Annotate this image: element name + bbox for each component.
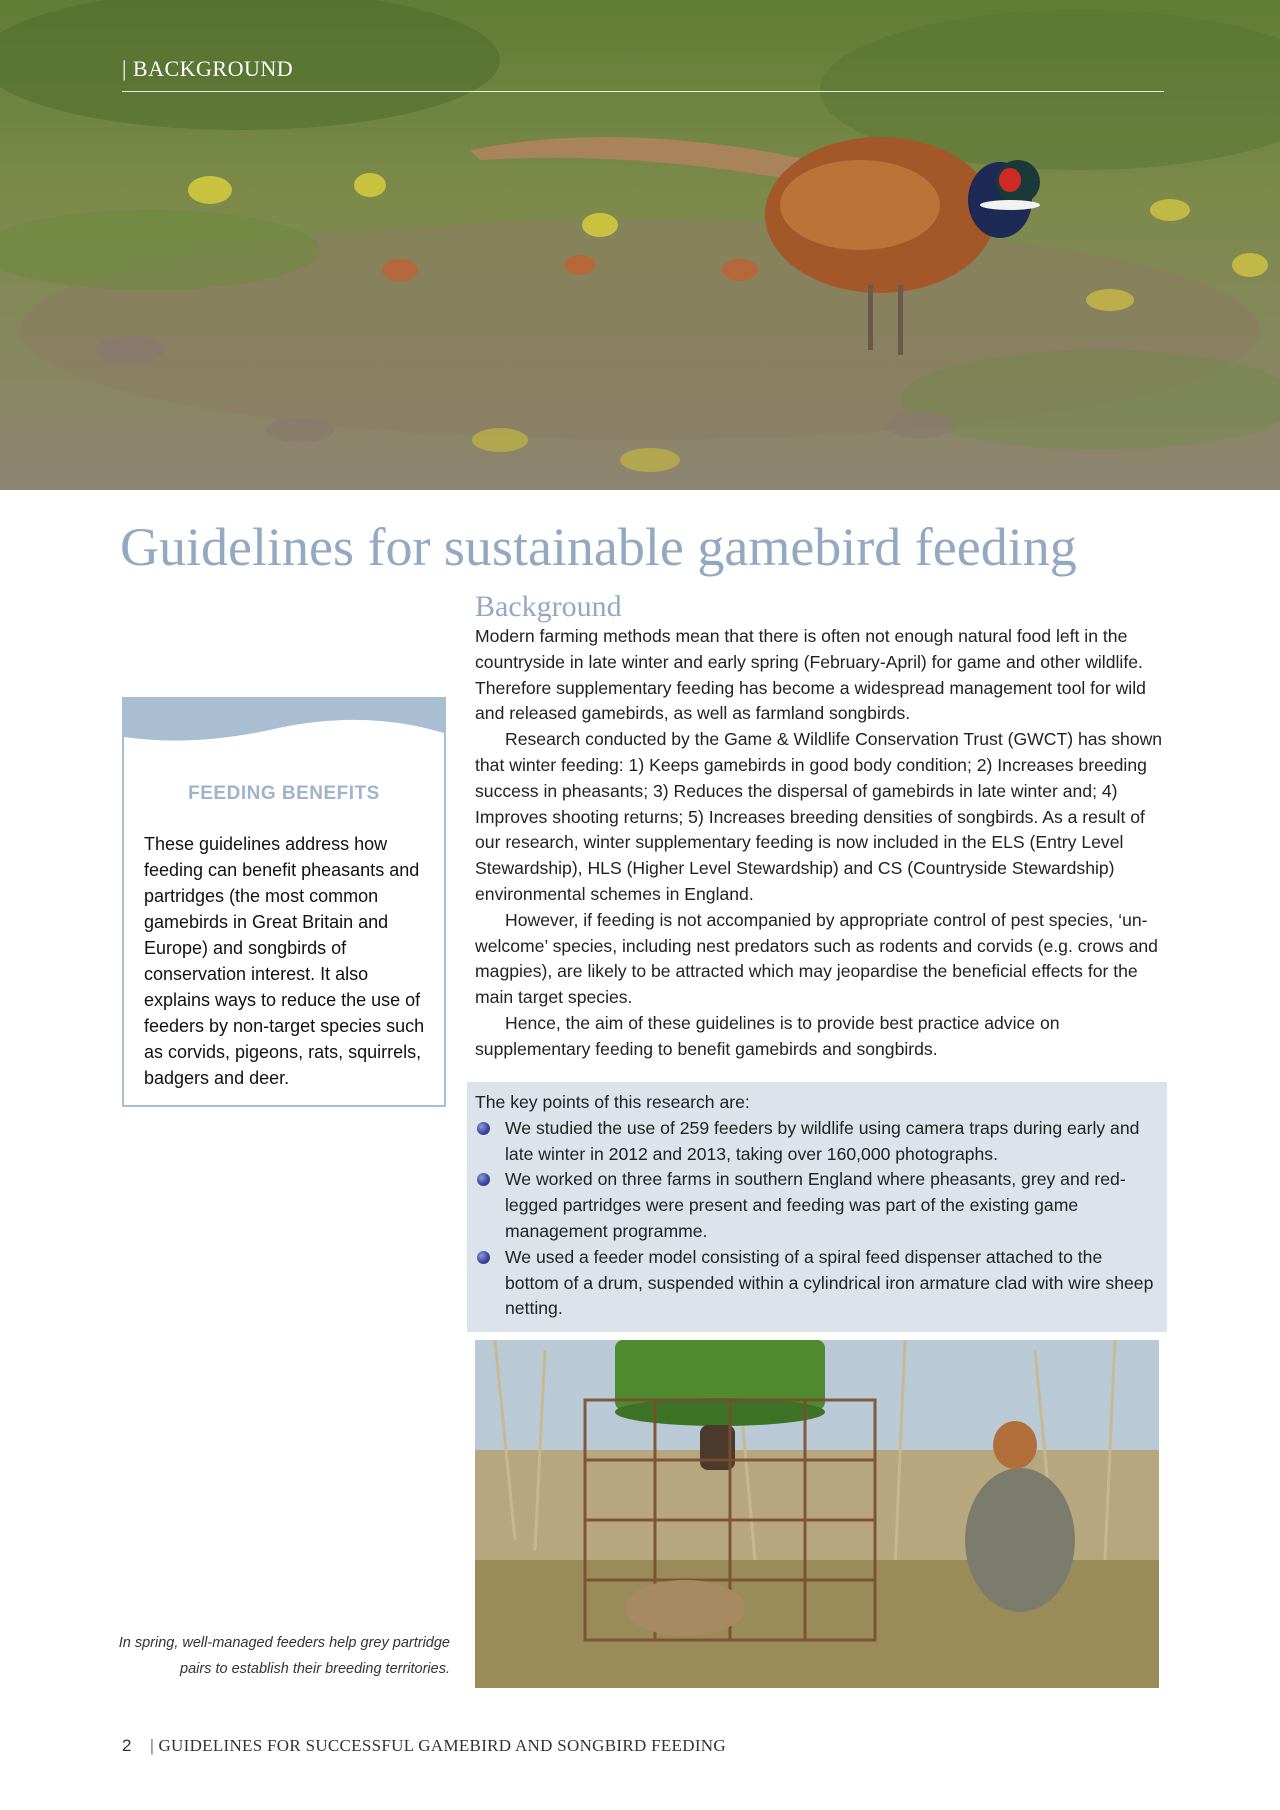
key-points-list xyxy=(475,1116,1157,1322)
bullet-icon xyxy=(477,1122,490,1135)
wave-banner xyxy=(124,699,444,747)
footer-title: | GUIDELINES FOR SUCCESSFUL GAMEBIRD AND SONGBIRD FEEDING xyxy=(150,1736,726,1755)
bullet-icon xyxy=(477,1173,490,1186)
key-point-text: We worked on three farms in southern England where pheasants, grey and red-legged partridges were present and feeding was part of the existing game management programme. xyxy=(505,1169,1126,1241)
photo-caption: In spring, well-managed feeders help grey partridge pairs to establish their breeding territories. xyxy=(118,1635,450,1677)
body-paragraph: However, if feeding is not accompanied by appropriate control of pest species, ‘un-welcome’ species, including nest predators such as rodents and corvids (e.g. crows and magpies), are likely to be attracted which may jeopardise the beneficial effects for the main target species. xyxy=(475,909,1158,1008)
feeding-benefits-box xyxy=(122,697,446,1107)
feeding-benefits-heading: FEEDING BENEFITS xyxy=(188,783,380,804)
body-paragraph: Research conducted by the Game & Wildlife Conservation Trust (GWCT) has shown that winter feeding: 1) Keeps gamebirds in good body condition; 2) Increases breeding success in pheasants; 3) Reduces the dispersal of gamebirds in late winter and; 4) Improves shooting returns; 5) Increases breeding densities of songbirds. As a result of our research, winter supplementary feeding is now included in the ELS (Entry Level Stewardship), HLS (Higher Level Stewardship) and CS (Countryside Stewardship) environmental schemes in England. xyxy=(475,729,1163,904)
page-footer xyxy=(122,1736,726,1756)
list-item xyxy=(475,1167,1157,1244)
feeder-photo-illustration xyxy=(475,1340,1159,1688)
feeder-partridge-photo xyxy=(475,1340,1159,1688)
page-title: Guidelines for sustainable gamebird feeding xyxy=(120,517,1077,577)
list-item xyxy=(475,1116,1157,1168)
key-point-text: We used a feeder model consisting of a spiral feed dispenser attached to the bottom of a drum, suspended within a cylindrical iron armature clad with wire sheep netting. xyxy=(505,1246,1154,1319)
key-points-intro: The key points of this research are: xyxy=(475,1092,750,1112)
hero-photo-pheasant xyxy=(0,0,1280,490)
body-paragraph: Modern farming methods mean that there is often not enough natural food left in the countryside in late winter and early spring (February-April) for game and other wildlife. Therefore supplementary feeding has become a widespread management tool for wild and released gamebirds, as well as farmland songbirds. xyxy=(475,626,1146,724)
key-points-box xyxy=(467,1082,1167,1332)
list-item xyxy=(475,1245,1157,1322)
section-tag: | BACKGROUND xyxy=(122,56,294,81)
background-body xyxy=(475,624,1165,1063)
section-rule xyxy=(122,91,1164,92)
key-point-text: We studied the use of 259 feeders by wildlife using camera traps during early and late winter in 2012 and 2013, taking over 160,000 photographs. xyxy=(505,1117,1140,1164)
feeding-benefits-text: These guidelines address how feeding can benefit pheasants and partridges (the most common gamebirds in Great Britain and Europe) and songbirds of conservation interest. It also explains ways to reduce the use of feeders by non-target species such as corvids, pigeons, rats, squirrels, badgers and deer. xyxy=(144,834,425,1088)
page-number: 2 xyxy=(122,1736,132,1755)
bullet-icon xyxy=(477,1251,490,1264)
body-paragraph: Hence, the aim of these guidelines is to provide best practice advice on supplementary feeding to benefit gamebirds and songbirds. xyxy=(475,1012,1060,1059)
background-heading: Background xyxy=(475,590,622,623)
